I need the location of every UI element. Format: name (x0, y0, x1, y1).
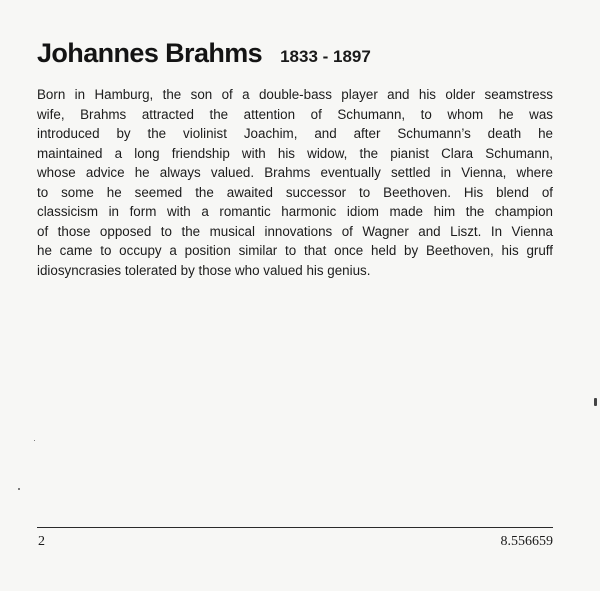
biography-line: idiosyncrasies tolerated by those who valued his genius. (37, 262, 371, 278)
scan-speck (18, 488, 20, 490)
page-number: 2 (38, 534, 45, 549)
biography-line: maintained a long friendship with his widow, the pianist Clara Schumann, (37, 145, 553, 161)
footer-divider (37, 527, 553, 528)
biography-line: classicism in form with a romantic harmonic idiom made him the champion (37, 204, 553, 219)
biography-line: Born in Hamburg, the son of a double-bass player and his older seamstress (37, 87, 553, 102)
biography-paragraph (37, 85, 553, 280)
scan-speck (594, 398, 597, 406)
biography-line: to some he seemed the awaited successor to Beethoven. His blend of (37, 184, 553, 200)
biography-line: of those opposed to the musical innovations of Wagner and Liszt. In Vienna (37, 223, 553, 239)
title-row (37, 38, 371, 69)
biography-line: introduced by the violinist Joachim, and after Schumann’s death he (37, 126, 553, 141)
biography-line: whose advice he always valued. Brahms eventually settled in Vienna, where (37, 165, 553, 180)
composer-dates: 1833 - 1897 (280, 47, 371, 66)
biography-line: he came to occupy a position similar to that once held by Beethoven, his gruff (37, 243, 553, 258)
scan-speck (34, 440, 35, 441)
catalog-number: 8.556659 (500, 534, 553, 549)
biography-line: wife, Brahms attracted the attention of Schumann, to whom he was (37, 106, 553, 122)
composer-name: Johannes Brahms (37, 38, 263, 68)
